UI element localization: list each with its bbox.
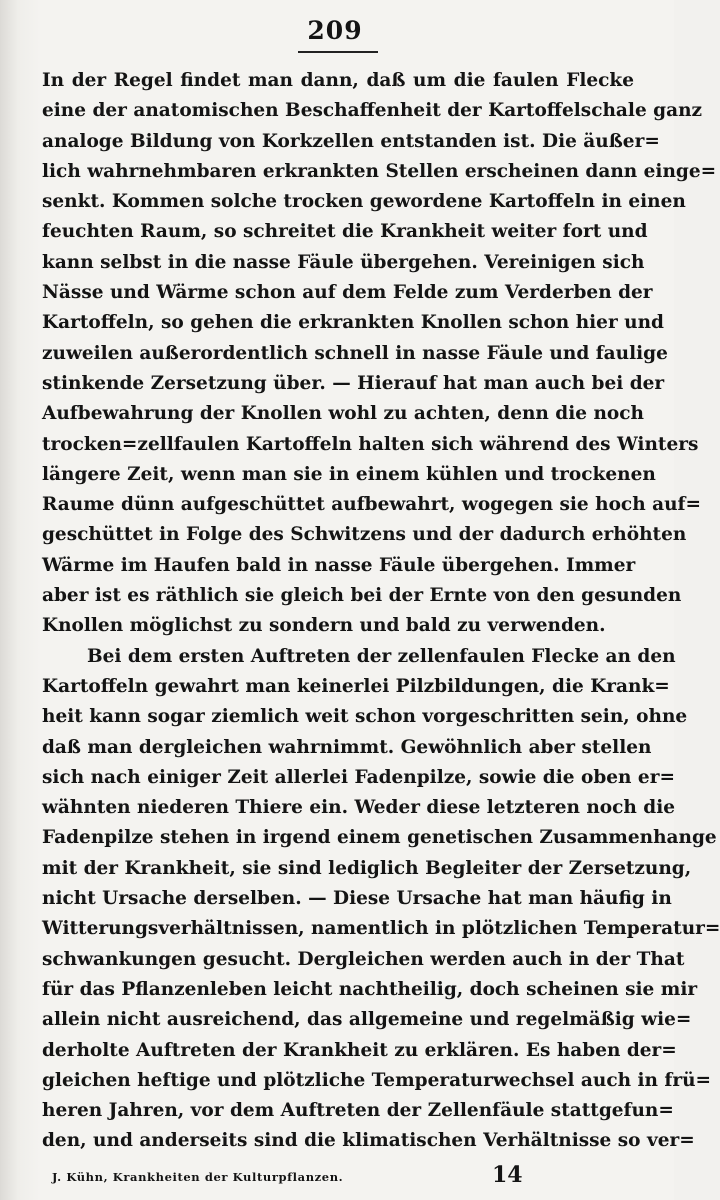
text-line: nicht Ursache derselben. — Diese Ursache hat man häufig in	[42, 888, 672, 910]
text-line: heit kann sogar ziemlich weit schon vorgeschritten sein, ohne	[42, 706, 688, 728]
text-line: derholte Auftreten der Krankheit zu erklären. Es haben der=	[42, 1039, 677, 1061]
signature-note: J. Kühn, Krankheiten der Kulturpflanzen.	[52, 1170, 344, 1184]
text-line: kann selbst in die nasse Fäule übergehen. Vereinigen sich	[42, 251, 645, 273]
text-line: gleichen heftige und plötzliche Temperaturwechsel auch in frü=	[42, 1069, 712, 1091]
text-line: Aufbewahrung der Knollen wohl zu achten, denn die noch	[42, 403, 644, 425]
text-line: senkt. Kommen solche trocken gewordene Kartoffeln in einen	[42, 191, 686, 213]
text-line: aber ist es räthlich sie gleich bei der Ernte von den gesunden	[42, 585, 682, 607]
header-rule	[298, 51, 378, 53]
text-line: für das Pflanzenleben leicht nachtheilig, doch scheinen sie mir	[42, 978, 698, 1000]
body-text	[42, 66, 720, 1157]
text-line: heren Jahren, vor dem Auftreten der Zellenfäule stattgefun=	[42, 1100, 674, 1122]
text-line: Nässe und Wärme schon auf dem Felde zum Verderben der	[42, 282, 653, 304]
text-line: Fadenpilze stehen in irgend einem genetischen Zusammenhange	[42, 827, 717, 849]
text-line: lich wahrnehmbaren erkrankten Stellen erscheinen dann einge=	[42, 160, 717, 182]
page-footer	[52, 1162, 642, 1192]
page-number: 209	[307, 16, 363, 45]
text-line: stinkende Zersetzung über. — Hierauf hat man auch bei der	[42, 372, 665, 394]
text-line: mit der Krankheit, sie sind lediglich Begleiter der Zersetzung,	[42, 857, 692, 879]
text-line: den, und anderseits sind die klimatischen Verhältnisse so ver=	[42, 1130, 695, 1152]
text-line: analoge Bildung von Korkzellen entstanden ist. Die äußer=	[42, 130, 660, 152]
text-line: geschüttet in Folge des Schwitzens und der dadurch erhöhten	[42, 524, 687, 546]
text-line: längere Zeit, wenn man sie in einem kühlen und trockenen	[42, 463, 656, 485]
text-line: In der Regel findet man dann, daß um die faulen Flecke	[42, 70, 634, 91]
paragraph-start-line: Bei dem ersten Auftreten der zellenfaulen Flecke an den	[87, 645, 676, 667]
text-line: Wärme im Haufen bald in nasse Fäule übergehen. Immer	[42, 554, 636, 576]
text-line: wähnten niederen Thiere ein. Weder diese letzteren noch die	[42, 797, 676, 819]
text-line: Witterungsverhältnissen, namentlich in plötzlichen Temperatur=	[42, 918, 720, 940]
text-line: sich nach einiger Zeit allerlei Fadenpilze, sowie die oben er=	[42, 766, 675, 788]
text-line: feuchten Raum, so schreitet die Krankheit weiter fort und	[42, 221, 648, 243]
text-line: trocken=zellfaulen Kartoffeln halten sich während des Winters	[42, 433, 699, 455]
text-line: Kartoffeln gewahrt man keinerlei Pilzbildungen, die Krank=	[42, 675, 670, 697]
text-line: allein nicht ausreichend, das allgemeine und regelmäßig wie=	[42, 1009, 692, 1031]
text-line: schwankungen gesucht. Dergleichen werden auch in der That	[42, 948, 685, 970]
text-line: eine der anatomischen Beschaffenheit der Kartoffelschale ganz	[42, 100, 703, 122]
text-line: zuweilen außerordentlich schnell in nasse Fäule und faulige	[42, 342, 668, 364]
text-line: Raume dünn aufgeschüttet aufbewahrt, wogegen sie hoch auf=	[42, 494, 701, 516]
sheet-signature: 14	[492, 1162, 523, 1188]
paragraph-end-line: Knollen möglichst zu sondern und bald zu verwenden.	[42, 615, 606, 637]
text-line: daß man dergleichen wahrnimmt. Gewöhnlich aber stellen	[42, 736, 652, 758]
text-line: Kartoffeln, so gehen die erkrankten Knollen schon hier und	[42, 312, 664, 334]
